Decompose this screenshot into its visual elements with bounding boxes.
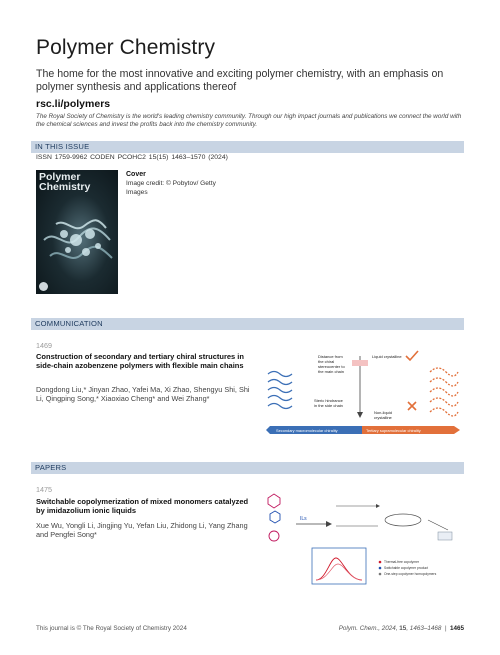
papers-article-title[interactable]: Switchable copolymerization of mixed monomers catalyzed by imidazolium ionic liquids (36, 497, 249, 516)
figure-label-lc: Liquid crystalline (372, 354, 402, 359)
issn-line: ISSN 1759-9962 CODEN PCOHC2 15(15) 1463–1570 (2024) (36, 154, 228, 161)
footer-volume: 15 (399, 625, 407, 632)
rsc-about-text: The Royal Society of Chemistry is the world's leading chemistry community. Through our high impact journals and publications we connect the world with the chemical sciences and invest the profits back into the chemistry community. (36, 113, 462, 128)
section-heading-in-this-issue: IN THIS ISSUE (31, 141, 464, 153)
papers-page-number: 1475 (36, 485, 52, 494)
footer-year: , 2024, (378, 625, 400, 632)
section-heading-communication: COMMUNICATION (31, 318, 464, 330)
check-icon (406, 351, 418, 360)
section-heading-papers: PAPERS (31, 462, 464, 474)
communication-article-title[interactable]: Construction of secondary and tertiary chiral structures in side-chain azobenzene polymers with flexible main chains (36, 352, 244, 371)
legend-item: Thermal-free copolymer (384, 560, 419, 564)
arrow-right-label: Tertiary supramolecular chirality (366, 428, 421, 433)
cover-credit: Image credit: © Pobytov/ Getty Images (126, 180, 216, 196)
footer-page-number: 1465 (449, 625, 464, 632)
right-helix-graphic (430, 368, 458, 416)
molecule-fragment (352, 360, 368, 366)
figure-label-steric: Steric hindrance in the side chain (314, 398, 343, 408)
communication-graphical-abstract (262, 346, 464, 444)
catalyst-label: ILs (300, 516, 307, 522)
figure-label-nonlc: Non-liquid crystalline (374, 410, 393, 420)
footer-separator: | (444, 625, 447, 632)
monomer-structures (268, 494, 280, 541)
cover-artwork (36, 188, 118, 288)
journal-tagline: The home for the most innovative and exciting polymer chemistry, with an emphasis on polymer synthesis and applications thereof (36, 68, 444, 93)
rsc-logo-icon (39, 282, 48, 291)
cover-journal-name: Polymer Chemistry (39, 171, 91, 193)
arrow-left-label: Secondary macromolecular chirality (276, 428, 338, 433)
legend-item: Switchable copolymer product (384, 566, 428, 570)
cover-label: Cover (126, 171, 146, 178)
cross-icon (408, 402, 416, 410)
polymer-product-graphic (385, 514, 421, 526)
journal-url-link[interactable]: rsc.li/polymers (36, 98, 111, 110)
journal-title: Polymer Chemistry (36, 36, 216, 59)
papers-graphical-abstract (258, 490, 464, 586)
footer-citation (339, 625, 464, 632)
footer-pages: , 1463–1468 (406, 625, 442, 632)
papers-authors: Xue Wu, Yongli Li, Jingjing Yu, Yefan Liu, Zhidong Li, Yang Zhang and Pengfei Song* (36, 521, 248, 540)
cover-image[interactable] (36, 170, 118, 294)
figure-legend (379, 560, 437, 576)
footer-copyright: This journal is © The Royal Society of Chemistry 2024 (36, 625, 187, 632)
footer-journal-abbrev: Polym. Chem. (338, 625, 379, 632)
left-helix-graphic (268, 372, 292, 409)
legend-item: One-step copolymer homopolymers (384, 572, 437, 576)
figure-label-distance: Distance from the chiral stereocenter to the main chain (318, 354, 345, 374)
communication-authors: Dongdong Liu,* Jinyan Zhao, Yafei Ma, Xi Zhao, Shengyu Shi, Shi Li, Qingping Song,* Xiaoxiao Cheng* and Wei Zhang* (36, 385, 250, 404)
communication-page-number: 1469 (36, 341, 52, 350)
